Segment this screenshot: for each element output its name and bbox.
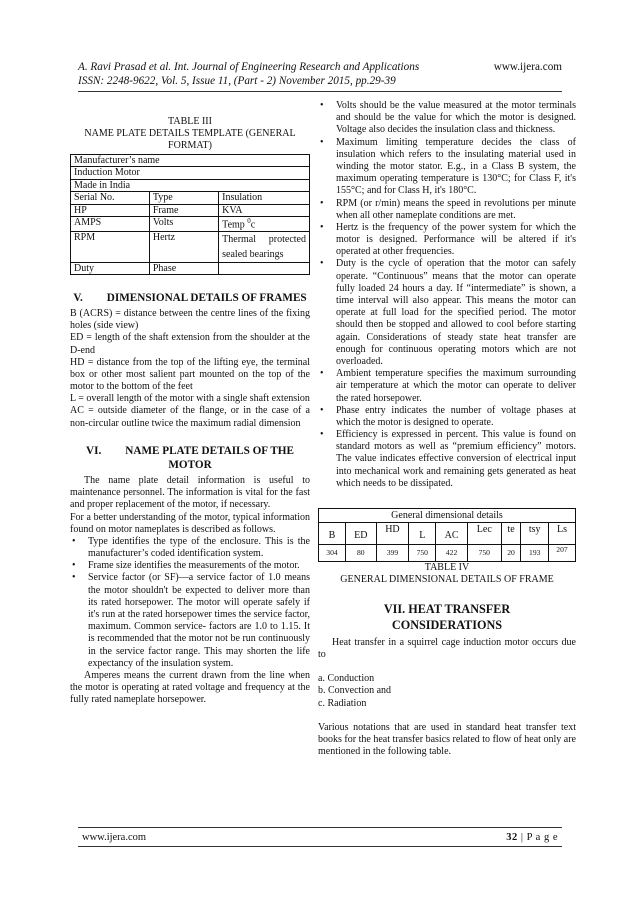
bullet-icon: • [320,429,324,441]
list-item-text: Type identifies the type of the enclosure. This is the manufacturer’s coded identification system. [88,535,310,560]
column-header: ED [345,523,376,545]
list-item-text: Service factor (or SF)—a service factor of 1.0 means the motor shouldn't be expected to deliver more than its rated horsepower. The motor will operate safely if it's run at the rated horsepower times the service factor, maximum. Common service- factors are 1.0 to 1.15. It is recommended that the motor not be run continuously in the service factor range. This may shorten the life expectancy of the insulation system. [88,572,310,669]
table-cell: 399 [376,545,409,562]
table-cell: 80 [345,545,376,562]
table-cell: KVA [219,204,310,217]
list-item-text: Maximum limiting temperature decides the class of insulation which refers to the insulating material used in winding the motor stator. E.g., in a Class B system, the maximum operating temperature is 130°C; for Class F, it's 155°C; and for Class H, it's 180°C. [336,136,576,197]
column-header: tsy [521,523,548,545]
table-row [71,217,310,232]
list-item [318,198,576,222]
paragraph: For a better understanding of the motor, typical information found on motor nameplates is described as follows. [70,511,310,535]
section6-bullet-list [70,536,310,670]
table-header-row [319,523,576,545]
bullet-icon: • [320,258,324,270]
table-cell [219,262,310,275]
list-item [70,572,310,670]
section6-number: VI. [86,444,102,457]
list-item [318,258,576,368]
header-website-link[interactable]: www.ijera.com [493,61,562,73]
running-header [78,60,562,88]
bullet-icon: • [72,535,76,547]
table-row [71,231,310,262]
table-cell: RPM [71,231,150,262]
column-header: B [319,523,346,545]
left-column [70,100,310,707]
list-item-text: Efficiency is expressed in percent. This value is found on standard motors as well as “premium efficiency” motors. The value indicates effective conversion of electrical input into mechanical work and remaining gets generated as heat which needs to be dissipated. [336,429,576,489]
table-cell: Induction Motor [71,167,310,180]
list-item-text: Volts should be the value measured at the motor terminals and should be the value for which the motor is designed. Voltage also decides the insulation class and thickness. [336,100,576,136]
table-cell: 422 [436,545,468,562]
table-row [71,204,310,217]
list-item-text: Duty is the cycle of operation that the motor can safely operate. “Continuous” means that the motor can operate fully loaded 24 hours a day. If “intermediate” is shown, a time interval will also appear. This means the motor can operate at full load for the specified period. The motor should then be stopped and allowed to cool before starting again. Considerations of steady state heat transfer are enough for continuous operating motors which are not overloaded. [336,258,576,367]
list-item [70,536,310,560]
table4-caption-title: GENERAL DIMENSIONAL DETAILS OF FRAME [340,574,554,586]
list-item [318,137,576,198]
table-row [71,167,310,180]
table-cell: Manufacturer’s name [71,154,310,167]
table-cell: Phase [149,262,218,275]
table-cell: Hertz [149,231,218,262]
column-header: HD [376,523,409,545]
temp-unit: c [250,219,256,231]
bullet-icon: • [320,368,324,380]
list-item: c. Radiation [318,697,367,709]
page-number-value: 32 [506,832,518,843]
column-header: te [501,523,521,545]
section6-heading [70,444,310,473]
table-cell: Type [149,192,218,205]
bullet-icon: • [320,221,324,233]
table-cell: 750 [467,545,501,562]
column-header: Lec [467,523,501,545]
paragraph: Heat transfer in a squirrel cage induction motor occurs due to [318,636,576,661]
table-title: General dimensional details [319,509,576,523]
mode-list [318,673,576,710]
dimension-table [318,508,576,562]
bullet-icon: • [320,136,324,148]
section6-title: NAME PLATE DETAILS OF THE MOTOR [125,444,294,472]
list-item [318,222,576,259]
table-row [71,262,310,275]
paragraph: Various notations that are used in standard heat transfer text books for the heat transfer basics related to flow of heat only are mentioned in the following table. [318,721,576,758]
table-cell: Duty [71,262,150,275]
bullet-icon: • [320,404,324,416]
section5-body [70,308,310,430]
table4-caption-number: TABLE IV [424,562,470,573]
right-column [318,100,576,758]
table-row [71,179,310,192]
bullet-icon: • [72,560,76,572]
table-cell [219,217,310,232]
table-cell: AMPS [71,217,150,232]
table-cell: Frame [149,204,218,217]
table-cell: Made in India [71,179,310,192]
list-item-text: RPM (or r/min) means the speed in revolutions per minute when all other nameplate conditions are met. [336,197,576,221]
bullet-icon: • [72,572,76,584]
table-cell: 207 [548,545,575,562]
section5-number: V. [73,292,83,305]
list-item [318,100,576,137]
list-item-text: Ambient temperature specifies the maximum surrounding air temperature at which the motor can operate to deliver the rated horsepower. [336,368,576,404]
table-cell: HP [71,204,150,217]
column-header: Ls [548,523,575,545]
list-item-text: Phase entry indicates the number of voltage phases at which the motor is designed to operate. [336,404,576,428]
table-row [71,192,310,205]
paragraph: AC = outside diameter of the flange, or in the case of a non-circular outline twice the maximum radial dimension [70,405,310,429]
table-cell: Serial No. [71,192,150,205]
section5-title: DIMENSIONAL DETAILS OF FRAMES [106,292,307,305]
table-cell: 304 [319,545,346,562]
list-item: a. Conduction [318,673,375,685]
footer-website-link[interactable]: www.ijera.com [82,832,147,843]
header-issn: ISSN: 2248-9622, Vol. 5, Issue 11, (Part - 2) November 2015, pp.29-39 [78,75,396,87]
nameplate-bullet-list [318,100,576,490]
table-cell: Volts [149,217,218,232]
table-cell: 20 [501,545,521,562]
bullet-icon: • [320,197,324,209]
table-cell: Insulation [219,192,310,205]
nameplate-table [70,154,310,276]
table-cell: 750 [409,545,436,562]
page-footer [78,827,562,847]
paragraph: The name plate detail information is useful to maintenance personnel. The information is vital for the fast and proper replacement of the motor, if necessary. [70,474,310,511]
column-header: AC [436,523,468,545]
section6-body [70,475,310,707]
section5-heading [70,291,310,306]
table-cell: 193 [521,545,548,562]
section7-body [318,637,576,759]
bullet-icon: • [320,100,324,111]
list-item: b. Convection and [318,685,392,697]
table-row [71,154,310,167]
column-header: L [409,523,436,545]
section7-heading: VII. HEAT TRANSFER CONSIDERATIONS [383,602,511,632]
list-item [318,405,576,429]
table-row [319,545,576,562]
temp-degree: 0 [247,217,251,226]
paragraph: HD = distance from the top of the lifting eye, the terminal box or other most salient part mounted on the top of the motor to the bottom of the feet [70,356,310,393]
list-item-text: Frame size identifies the measurements of the motor. [88,560,300,572]
header-rule [78,91,562,92]
paragraph: ED = length of the shaft extension from the shoulder at the D-end [70,332,310,356]
table-row [319,509,576,523]
list-item-text: Hertz is the frequency of the power system for which the motor is designed. Performance will be altered if it's operated at other frequencies. [336,221,576,258]
paragraph: B (ACRS) = distance between the centre lines of the fixing holes (side view) [70,307,310,332]
paragraph: L = overall length of the motor with a single shaft extension [70,393,310,405]
list-item [318,429,576,490]
table3-caption-title: NAME PLATE DETAILS TEMPLATE (GENERAL FORMAT) [84,128,296,152]
page-number [506,832,558,845]
header-citation: A. Ravi Prasad et al. Int. Journal of Engineering Research and Applications [78,61,420,73]
table-cell: Thermal protected sealed bearings [219,231,310,262]
paragraph: Amperes means the current drawn from the line when the motor is operating at rated voltage and frequency at the fully rated nameplate horsepower. [70,669,310,706]
table3-caption-number: TABLE III [168,116,212,127]
list-item [70,560,310,572]
list-item [318,368,576,405]
temp-label: Temp [222,219,245,231]
page-number-label: | P a g e [520,832,558,843]
